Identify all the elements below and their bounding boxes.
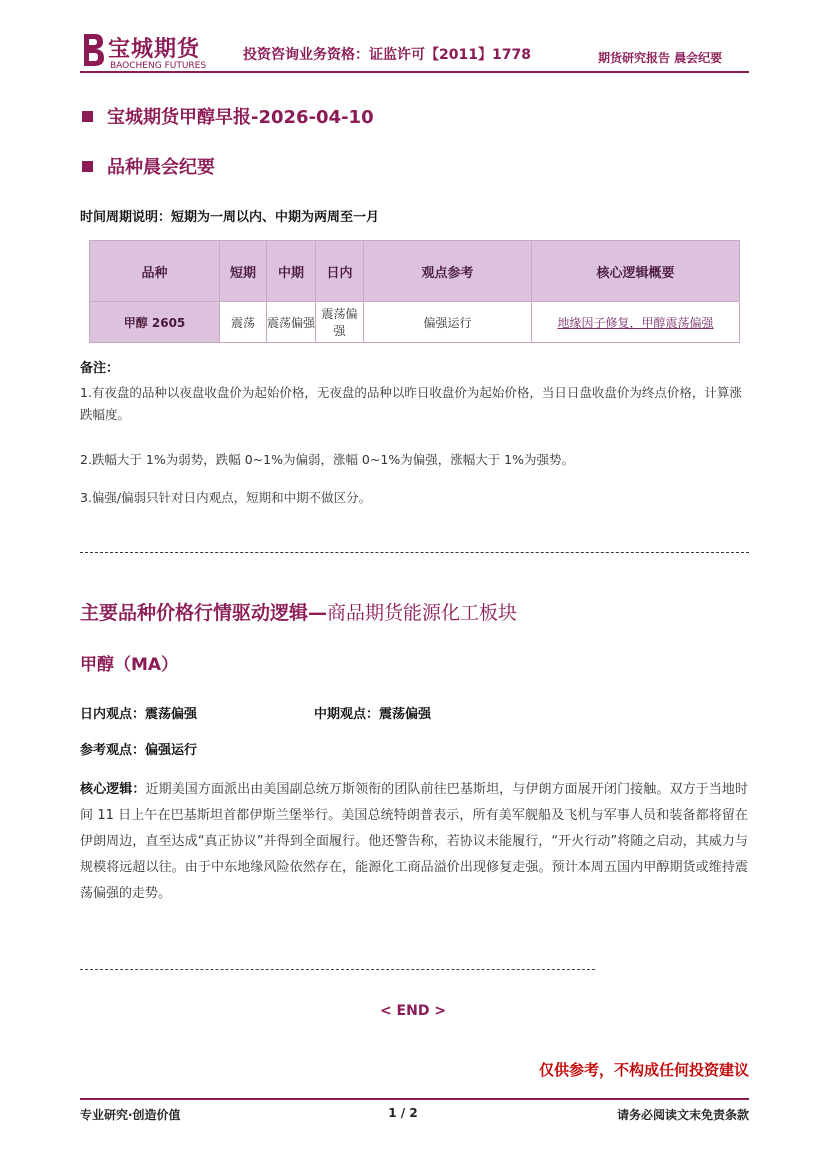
header-intraday: 日内	[316, 241, 364, 302]
drivers-title-sub: 商品期货能源化工板块	[327, 602, 518, 624]
logo-mark-icon	[80, 32, 106, 68]
header-mid: 中期	[267, 241, 316, 302]
company-logo	[80, 30, 210, 74]
cell-mid: 震荡偏强	[267, 302, 316, 343]
product-title: 甲醇（MA）	[80, 655, 179, 675]
core-logic-text: 近期美国方面派出由美国副总统万斯领衔的团队前往巴基斯坦，与伊朗方面展开闭门接触。双方于当地时间 11 日上午在巴基斯坦首都伊斯兰堡举行。美国总统特朗普表示，所有美军舰船及飞机与军事人员和装备都将留在伊朗周边，直至达成“真正协议”并得到全面履行。他还警告称，若协议未能履行，“开火行动”将随之启动，其威力与规模将远超以往。由于中东地缘风险依然存在，能源化工商品溢价出现修复走强。预计本周五国内甲醇期货或维持震荡偏强的走势。	[80, 782, 748, 901]
table-header-row	[90, 241, 740, 302]
drivers-title-main: 主要品种价格行情驱动逻辑—	[80, 602, 328, 624]
report-title-text: 宝城期货甲醇早报-2026-04-10	[107, 107, 374, 128]
section-title-text: 品种晨会纪要	[107, 157, 215, 178]
footer-divider	[80, 1098, 749, 1100]
summary-table	[89, 240, 740, 343]
disclaimer-text: 仅供参考，不构成任何投资建议	[538, 1061, 749, 1079]
header-view: 观点参考	[364, 241, 532, 302]
header-short: 短期	[220, 241, 267, 302]
notes-heading: 备注：	[80, 361, 120, 376]
core-logic-label: 核心逻辑：	[80, 782, 146, 797]
end-mark: < END >	[379, 1003, 447, 1019]
note-item: 2.跌幅大于 1%为弱势，跌幅 0~1%为偏弱，涨幅 0~1%为偏强，涨幅大于 1%为强势。	[80, 452, 574, 467]
logo-text-en: BAOCHENG FUTURES	[110, 61, 207, 71]
header-variety: 品种	[90, 241, 220, 302]
footer-slogan: 专业研究·创造价值	[80, 1108, 181, 1122]
drivers-title	[80, 598, 517, 625]
bullet-square-icon	[82, 111, 93, 122]
table-row	[90, 302, 740, 343]
cell-variety: 甲醇 2605	[90, 302, 220, 343]
cell-logic-link[interactable]: 地缘因子修复，甲醇震荡偏强	[532, 302, 740, 343]
cell-view: 偏强运行	[364, 302, 532, 343]
core-logic-paragraph	[80, 777, 748, 907]
mid-view: 中期观点：震荡偏强	[314, 707, 432, 722]
dashed-divider	[80, 552, 749, 553]
header-divider	[80, 71, 749, 73]
note-item: 3.偏强/偏弱只针对日内观点，短期和中期不做区分。	[80, 490, 372, 505]
report-type: 期货研究报告 晨会纪要	[598, 51, 723, 65]
report-title	[82, 103, 374, 129]
views-line	[80, 703, 432, 722]
header-logic: 核心逻辑概要	[532, 241, 740, 302]
cell-short: 震荡	[220, 302, 267, 343]
cell-intraday: 震荡偏强	[316, 302, 364, 343]
section-title	[82, 153, 215, 179]
page-number: 1 / 2	[388, 1106, 418, 1120]
logo-text-cn: 宝城期货	[108, 37, 201, 62]
qualification-text: 投资咨询业务资格：证监许可【2011】1778	[243, 47, 531, 63]
note-item: 1.有夜盘的品种以夜盘收盘价为起始价格，无夜盘的品种以昨日收盘价为起始价格，当日日盘收盘价为终点价格，计算涨跌幅度。	[80, 385, 742, 422]
intraday-view: 日内观点：震荡偏强	[80, 707, 198, 722]
reference-view: 参考观点：偏强运行	[80, 743, 198, 758]
dashed-divider-short	[80, 969, 595, 970]
period-note: 时间周期说明：短期为一周以内、中期为两周至一月	[80, 210, 380, 225]
bullet-square-icon	[82, 161, 93, 172]
footer-disclaimer-link: 请务必阅读文末免责条款	[616, 1108, 749, 1122]
